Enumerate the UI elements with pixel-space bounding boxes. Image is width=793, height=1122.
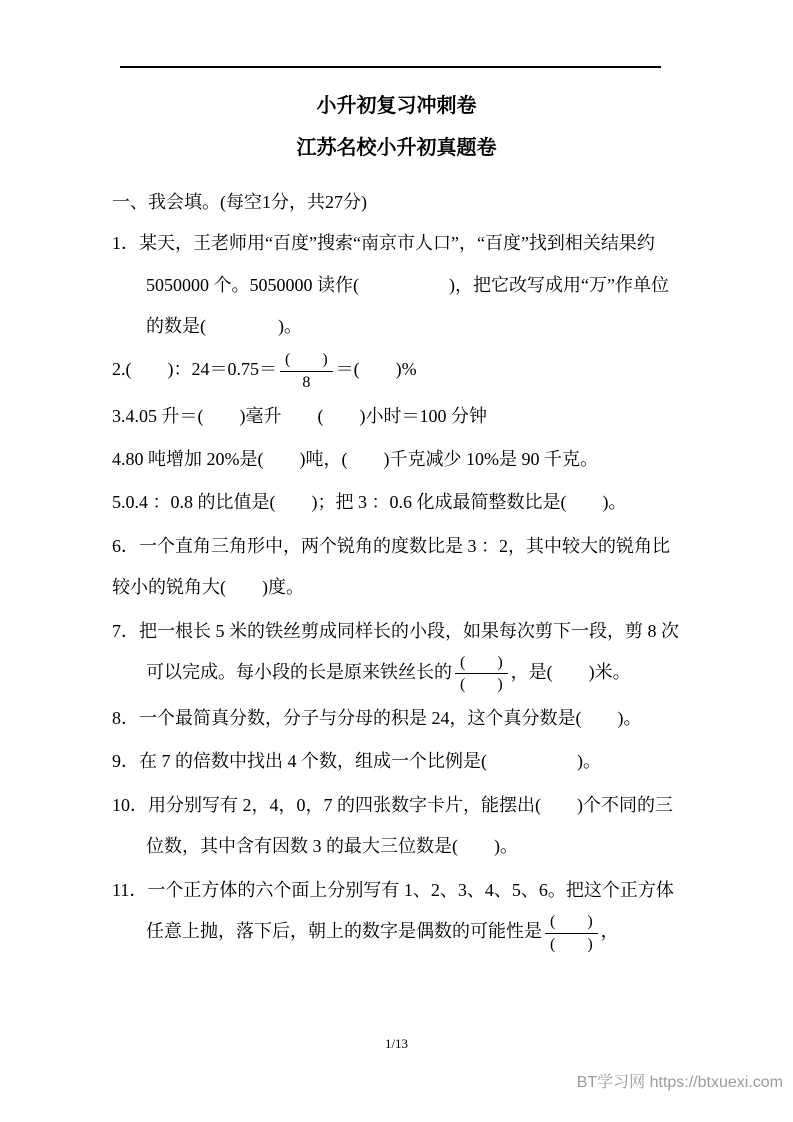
question: 6．一个直角三角形中，两个锐角的度数比是 3 ：2，其中较大的锐角比较小的锐角大( )度。: [112, 535, 670, 598]
question: 4.80 吨增加 20%是( )吨，( )千克减少 10%是 90 千克。: [112, 448, 598, 469]
fraction-numerator: ( ): [280, 349, 333, 372]
fraction-numerator: ( ): [455, 652, 508, 675]
question: 2.( )：24＝0.75＝ $\frac{( )}{8}$ ＝( )%: [112, 349, 681, 393]
fraction: [280, 349, 333, 393]
site-watermark: BT学习网 https://btxuexi.com: [576, 1074, 783, 1091]
question: 1．某天，王老师用“百度”搜索“南京市人口”，“百度”找到相关结果约 5050000 个。5050000 读作( )，把它改写成用“万”作单位的数是( )。: [112, 233, 669, 336]
fraction-denominator: 8: [302, 373, 311, 391]
question: 11．一个正方体的六个面上分别写有 1、2、3、4、5、6。把这个正方体任意上抛，落下后，朝上的数字是偶数的可能性是 $\frac{( )}{( )}$ ，: [112, 870, 681, 956]
fraction-denominator: ( ): [460, 676, 503, 694]
question: 9．在 7 的倍数中找出 4 个数，组成一个比例是( )。: [112, 751, 601, 772]
question: 5.0.4 ：0.8 的比值是( )；把 3 ：0.6 化成最简整数比是( )。: [112, 492, 627, 513]
fraction: [545, 911, 598, 955]
section-header: 一、我会填。(每空1分，共27分): [112, 192, 367, 212]
header-rule: [120, 66, 661, 68]
fraction-denominator: ( ): [550, 935, 593, 953]
question: 10．用分别写有 2，4，0，7 的四张数字卡片，能摆出( )个不同的三位数，其中含有因数 3 的最大三位数是( )。: [112, 794, 673, 857]
question: 8．一个最简真分数，分子与分母的积是 24，这个真分数是( )。: [112, 708, 642, 729]
fraction: [455, 652, 508, 696]
questions-list: [112, 223, 681, 955]
question: 3.4.05 升＝( )毫升 ( )小时＝100 分钟: [112, 405, 487, 426]
fraction-numerator: ( ): [545, 911, 598, 934]
page-number: 1/13: [384, 1036, 409, 1051]
question: 7．把一根长 5 米的铁丝剪成同样长的小段，如果每次剪下一段，剪 8 次可以完成。每小段的长是原来铁丝长的 $\frac{( )}{( )}$ ，是( )米。: [112, 611, 681, 697]
exam-subtitle: 江苏名校小升初真题卷: [296, 137, 497, 159]
exam-title: 小升初复习冲刺卷: [316, 95, 477, 117]
